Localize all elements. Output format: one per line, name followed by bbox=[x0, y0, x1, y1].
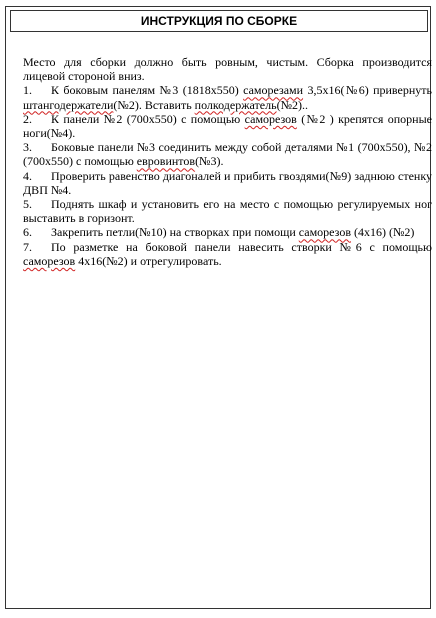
instruction-item bbox=[23, 169, 432, 197]
instruction-text: (№3). bbox=[195, 154, 224, 169]
instruction-number: 4. bbox=[23, 168, 32, 183]
instruction-number: 6. bbox=[23, 225, 32, 240]
instruction-text: 4x16(№2) и отрегулировать. bbox=[75, 253, 222, 268]
document-body bbox=[23, 55, 432, 268]
instruction-item bbox=[23, 225, 432, 239]
instruction-item bbox=[23, 240, 432, 268]
instruction-text: (№2). Вставить bbox=[113, 97, 195, 112]
instruction-text: К боковым панелям №3 (1818x550) bbox=[51, 83, 244, 98]
spellcheck-word: евровинтов bbox=[136, 154, 196, 169]
spellcheck-word: саморезов bbox=[298, 225, 351, 240]
instruction-text: (№2).. bbox=[276, 97, 309, 112]
document-page bbox=[5, 6, 431, 609]
instruction-item bbox=[23, 197, 432, 225]
instruction-text: Поднять шкаф и установить его на место с помощью регулируемых ног выставить в горизонт. bbox=[23, 197, 432, 226]
spellcheck-word: саморезов bbox=[23, 253, 76, 268]
spellcheck-word: саморезами bbox=[243, 83, 304, 98]
instruction-number: 1. bbox=[23, 83, 32, 98]
instruction-text: К панели №2 (700x550) с помощью bbox=[51, 111, 245, 126]
instruction-number: 3. bbox=[23, 140, 32, 155]
instruction-number: 5. bbox=[23, 197, 32, 212]
spellcheck-word: штангодержатели bbox=[23, 97, 114, 112]
instruction-list bbox=[23, 83, 432, 268]
instruction-text: (4x16) (№2) bbox=[350, 225, 415, 240]
spellcheck-word: саморезов bbox=[244, 111, 297, 126]
instruction-text: 3,5x16(№6) привернуть bbox=[303, 83, 432, 98]
instruction-item bbox=[23, 83, 432, 111]
instruction-number: 2. bbox=[23, 111, 32, 126]
document-title: ИНСТРУКЦИЯ ПО СБОРКЕ bbox=[10, 10, 428, 32]
instruction-item bbox=[23, 140, 432, 168]
instruction-item bbox=[23, 112, 432, 140]
spellcheck-word: полкодержатель bbox=[194, 97, 277, 112]
instruction-text: (№2 ) крепятся опорные ноги(№4). bbox=[23, 111, 432, 141]
instruction-text: Проверить равенство диагоналей и прибить гвоздями(№9) заднюю стенку ДВП №4. bbox=[23, 168, 432, 197]
instruction-text: Закрепить петли(№10) на створках при помощи bbox=[51, 225, 299, 240]
instruction-text: Боковые панели №3 соединить между собой деталями №1 (700x550), №2 (700x550) с помощью bbox=[23, 140, 432, 169]
intro-paragraph: Место для сборки должно быть ровным, чистым. Сборка производится лицевой стороной вниз. bbox=[23, 55, 432, 84]
instruction-number: 7. bbox=[23, 239, 32, 254]
instruction-text: По разметке на боковой панели навесить створки №6 с помощью bbox=[51, 239, 432, 254]
